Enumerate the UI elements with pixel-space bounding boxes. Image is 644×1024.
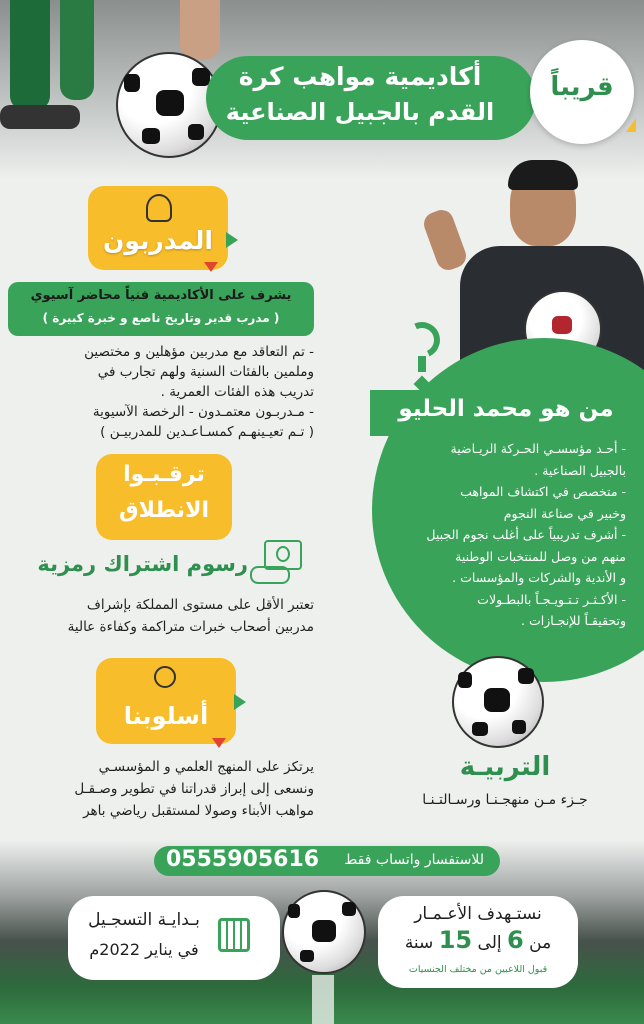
header-banner <box>206 56 536 140</box>
coaches-badge <box>88 186 228 270</box>
money-hand-icon <box>250 540 300 584</box>
founder-text-line: - أحـد مؤسسـي الحـركة الريـاضية <box>450 441 626 456</box>
hand-image <box>180 0 220 60</box>
launch-badge-line2: الانطلاق <box>119 498 209 523</box>
fees-text-line: تعتبر الأقل على مستوى المملكة بإشراف <box>86 597 314 613</box>
founder-description <box>376 438 626 632</box>
fees-text-line: مدربين أصحاب خبرات متراكمة وكفاءة عالية <box>67 619 314 635</box>
ages-from-number: 6 <box>507 926 524 954</box>
contact-bar <box>154 846 500 876</box>
ages-line1: نستـهدف الأعـمـار <box>414 904 542 924</box>
coaches-text-line: ( تـم تعيـينهـم كمسـاعـدين للمدربيـن ) <box>100 424 314 440</box>
education-football <box>452 656 544 748</box>
ages-to-number: 15 <box>438 926 473 954</box>
decor-triangle-green <box>226 232 238 248</box>
player-legs-image <box>0 0 110 150</box>
launch-badge-line1: ترقـبـوا <box>123 462 205 487</box>
coaches-badge-label: المدربون <box>103 226 213 255</box>
ages-bubble <box>378 896 578 988</box>
coaches-bar-line1: يشرف على الأكاديمية فنياً محاضر آسيوي <box>30 288 292 303</box>
founder-heading: من هو محمد الحليو <box>398 396 614 422</box>
coaches-bar-line2: ( مدرب قدير وتاريخ ناصع و خبرة كبيرة ) <box>42 311 280 325</box>
education-title: التربيـة <box>459 752 551 782</box>
decor-triangle-green <box>234 694 246 710</box>
ages-from-word: من <box>529 933 552 953</box>
fees-title: رسوم اشتراك رمزية <box>37 552 248 576</box>
founder-text-line: بالجبيل الصناعية . <box>534 462 626 478</box>
coaches-text-line: - مـدربـون معتمـدون - الرخصة الآسيوية <box>92 404 314 420</box>
bottom-football <box>282 890 366 974</box>
founder-text-line: و الأندية والشركات والمؤسسات . <box>452 570 626 585</box>
registration-line1: بـدايـة التسجـيل <box>88 910 200 930</box>
founder-text-line: - أشرف تدريبياً على أغلب نجوم الجبيل <box>426 527 626 542</box>
whatsapp-label: للاستفسار واتساب فقط <box>344 852 484 868</box>
coaches-text-line: - تم التعاقد مع مدربين مؤهلين و مختصين <box>84 344 314 360</box>
coaches-text-line: وملمين بالفئات السنية ولهم تجارب في <box>97 364 314 380</box>
approach-text-line: مواهب الأبناء وصولا لمستقبل رياضي باهر <box>83 803 314 819</box>
coaches-description <box>8 342 314 442</box>
launch-badge <box>96 454 232 540</box>
ages-note: قبول اللاعبين من مختلف الجنسيات <box>408 964 548 975</box>
approach-description <box>8 756 314 822</box>
coaches-supervisor-bar <box>8 282 314 336</box>
soon-badge <box>530 40 634 144</box>
founder-text-line: وتحقيقـاً للإنجـازات . <box>521 613 626 628</box>
approach-badge-label: أسلوبنا <box>123 702 209 730</box>
decor-triangle-yellow <box>626 118 636 132</box>
ages-unit: سنة <box>404 933 434 953</box>
phone-number[interactable]: 0555905616 <box>166 847 320 872</box>
approach-text-line: ونسعى إلى إبراز قدراتنا في تطوير وصـقـل <box>74 781 314 797</box>
soon-badge-label: قريباً <box>550 72 614 102</box>
ages-range <box>378 926 578 954</box>
running-player-icon <box>154 666 176 688</box>
founder-text-line: منهم من وصل للمنتخبات الوطنية <box>455 548 626 564</box>
registration-bubble <box>68 896 280 980</box>
approach-text-line: يرتكز على المنهج العلمي و المؤسسـي <box>98 759 314 775</box>
founder-text-line: - الأكـثـر تـتـويـجـاً بالبطـولات <box>477 591 626 607</box>
coach-icon <box>146 194 172 222</box>
pitch-line <box>312 975 334 1024</box>
education-subtitle: جـزء مـن منهجـنـا ورسـالتـنـا <box>422 792 588 808</box>
header-title-line2: القدم بالجبيل الصناعية <box>225 98 495 126</box>
registration-line2: في يناير 2022م <box>89 940 199 959</box>
question-mark-icon <box>400 322 448 394</box>
header-title-line1: أكاديمية مواهب كرة <box>238 62 482 91</box>
calendar-icon <box>218 918 250 952</box>
decor-triangle-red <box>212 738 226 748</box>
approach-badge <box>96 658 236 744</box>
founder-text-line: - متخصص في اكتشاف المواهب <box>460 484 626 499</box>
coaches-text-line: تدريب هذه الفئات العمرية . <box>160 384 314 400</box>
founder-text-line: وخبير في صناعة النجوم <box>503 505 626 521</box>
decor-triangle-red <box>204 262 218 272</box>
fees-description <box>8 594 314 638</box>
ages-to-word: إلى <box>477 933 502 953</box>
